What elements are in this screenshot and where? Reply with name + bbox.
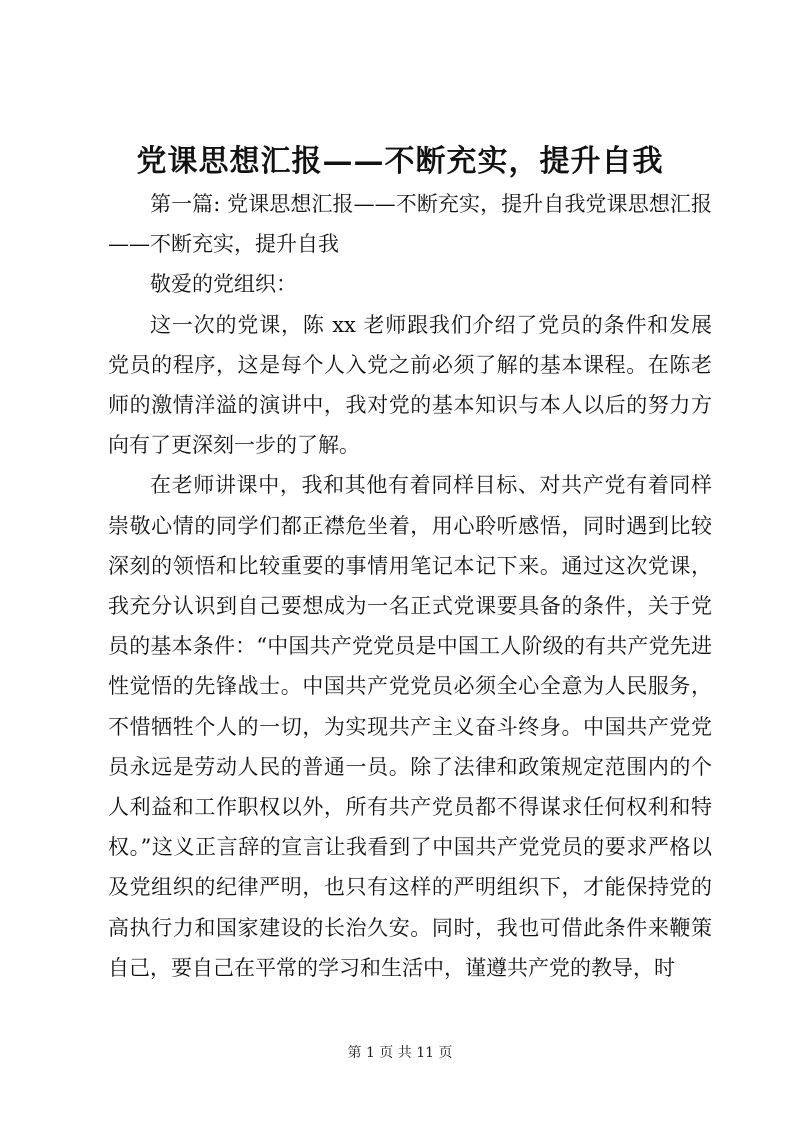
page-footer: 第 1 页 共 11 页 xyxy=(347,1045,453,1061)
paragraph-intro: 这一次的党课，陈 xx 老师跟我们介绍了党员的条件和发展党员的程序，这是每个人入党之前必须了解的基本课程。在陈老师的激情洋溢的演讲中，我对党的基本知识与本人以后的努力方向有了更深刻一步的了解。 xyxy=(108,312,712,458)
paragraph-salutation: 敬爱的党组织： xyxy=(150,272,297,297)
document-body xyxy=(108,184,712,988)
paragraph-main: 在老师讲课中，我和其他有着同样目标、对共产党有着同样崇敬心情的同学们都正襟危坐着，用心聆听感悟，同时遇到比较深刻的领悟和比较重要的事情用笔记本记下来。通过这次党课，我充分认识到自己要想成为一名正式党课要具备的条件，关于党员的基本条件：“中国共产党党员是中国工人阶级的有共产党先进性觉悟的先锋战士。中国共产党党员必须全心全意为人民服务，不惜牺牲个人的一切，为实现共产主义奋斗终身。中国共产党党员永远是劳动人民的普通一员。除了法律和政策规定范围内的个人利益和工作职权以外，所有共产党员都不得谋求任何权利和特权。”这义正言辞的宣言让我看到了中国共产党党员的要求严格以及党组织的纪律严明，也只有这样的严明组织下，才能保持党的高执行力和国家建设的长治久安。同时，我也可借此条件来鞭策自己，要自己在平常的学习和生活中，谨遵共产党的教导，时 xyxy=(108,473,712,980)
document-title: 党课思想汇报——不断充实，提升自我 xyxy=(136,144,664,179)
paragraph-subtitle: 第一篇: 党课思想汇报——不断充实，提升自我党课思想汇报——不断充实，提升自我 xyxy=(108,192,712,257)
